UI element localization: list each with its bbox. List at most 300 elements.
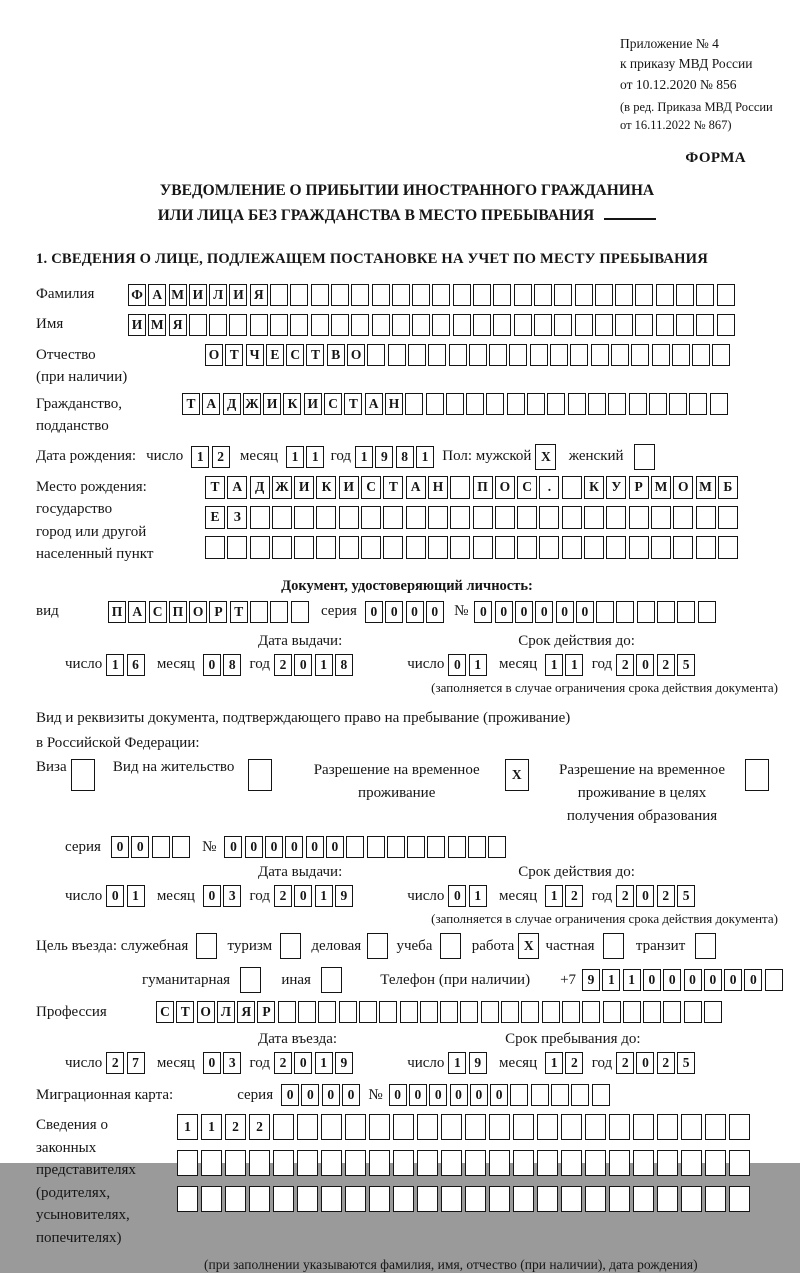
char-cell[interactable] [432, 314, 450, 336]
char-cell[interactable]: С [361, 476, 381, 499]
char-cell[interactable]: Р [209, 601, 227, 623]
char-cell[interactable] [542, 1001, 560, 1023]
char-cell[interactable]: 0 [576, 601, 594, 623]
char-cell[interactable] [537, 1114, 558, 1140]
char-cell[interactable] [537, 1186, 558, 1212]
char-cell[interactable] [681, 1114, 702, 1140]
char-cell[interactable] [551, 1084, 569, 1106]
char-cell[interactable]: П [473, 476, 493, 499]
char-cell[interactable]: 0 [203, 1052, 221, 1074]
char-cell[interactable] [669, 393, 687, 415]
char-cell[interactable]: 1 [469, 885, 487, 907]
char-cell[interactable]: И [189, 284, 207, 306]
char-cell[interactable]: 0 [495, 601, 513, 623]
char-cell[interactable] [450, 476, 470, 499]
char-cell[interactable] [585, 1186, 606, 1212]
char-cell[interactable]: А [128, 601, 146, 623]
char-cell[interactable]: Ф [128, 284, 146, 306]
char-cell[interactable] [606, 536, 626, 559]
char-cell[interactable] [311, 284, 329, 306]
char-cell[interactable]: И [294, 476, 314, 499]
char-cell[interactable] [657, 1114, 678, 1140]
char-cell[interactable]: 1 [315, 885, 333, 907]
char-cell[interactable] [677, 601, 695, 623]
char-cell[interactable] [554, 314, 572, 336]
char-cell[interactable]: 0 [474, 601, 492, 623]
char-cell[interactable]: 2 [249, 1114, 270, 1140]
char-cell[interactable]: Ж [243, 393, 261, 415]
char-cell[interactable] [562, 1001, 580, 1023]
char-cell[interactable]: 0 [448, 885, 466, 907]
char-cell[interactable]: 0 [365, 601, 383, 623]
char-cell[interactable] [582, 1001, 600, 1023]
char-cell[interactable] [673, 536, 693, 559]
char-cell[interactable]: Н [428, 476, 448, 499]
char-cell[interactable]: 0 [294, 654, 312, 676]
char-cell[interactable]: 0 [131, 836, 149, 858]
char-cell[interactable] [585, 1150, 606, 1176]
char-cell[interactable] [250, 506, 270, 529]
char-cell[interactable] [201, 1150, 222, 1176]
char-cell[interactable]: 1 [306, 446, 324, 468]
char-cell[interactable]: 2 [657, 1052, 675, 1074]
char-cell[interactable]: 0 [265, 836, 283, 858]
char-cell[interactable] [345, 1150, 366, 1176]
char-cell[interactable] [718, 536, 738, 559]
char-cell[interactable] [388, 344, 406, 366]
char-cell[interactable] [509, 344, 527, 366]
char-cell[interactable] [493, 284, 511, 306]
char-cell[interactable] [729, 1150, 750, 1176]
char-cell[interactable] [440, 1001, 458, 1023]
char-cell[interactable] [270, 284, 288, 306]
char-cell[interactable] [534, 314, 552, 336]
char-cell[interactable] [272, 536, 292, 559]
char-cell[interactable]: О [197, 1001, 215, 1023]
char-cell[interactable]: 8 [396, 446, 414, 468]
char-cell[interactable]: 6 [127, 654, 145, 676]
char-cell[interactable] [441, 1150, 462, 1176]
char-cell[interactable] [379, 1001, 397, 1023]
checkbox-cell[interactable]: X [518, 933, 539, 959]
char-cell[interactable] [609, 1114, 630, 1140]
char-cell[interactable]: 1 [201, 1114, 222, 1140]
char-cell[interactable]: А [406, 476, 426, 499]
char-cell[interactable] [441, 1114, 462, 1140]
char-cell[interactable]: 0 [245, 836, 263, 858]
char-cell[interactable] [400, 1001, 418, 1023]
char-cell[interactable] [684, 1001, 702, 1023]
char-cell[interactable] [717, 314, 735, 336]
char-cell[interactable] [272, 506, 292, 529]
char-cell[interactable] [466, 393, 484, 415]
char-cell[interactable] [450, 506, 470, 529]
char-cell[interactable]: А [202, 393, 220, 415]
char-cell[interactable] [531, 1084, 549, 1106]
char-cell[interactable] [473, 284, 491, 306]
char-cell[interactable] [651, 536, 671, 559]
char-cell[interactable] [696, 536, 716, 559]
char-cell[interactable]: О [205, 344, 223, 366]
char-cell[interactable] [657, 1150, 678, 1176]
char-cell[interactable] [571, 1084, 589, 1106]
char-cell[interactable] [651, 506, 671, 529]
char-cell[interactable]: О [673, 476, 693, 499]
char-cell[interactable]: . [539, 476, 559, 499]
char-cell[interactable] [428, 344, 446, 366]
char-cell[interactable] [513, 1150, 534, 1176]
char-cell[interactable]: О [189, 601, 207, 623]
char-cell[interactable] [417, 1114, 438, 1140]
char-cell[interactable] [623, 1001, 641, 1023]
char-cell[interactable]: С [517, 476, 537, 499]
char-cell[interactable]: 0 [301, 1084, 319, 1106]
char-cell[interactable] [417, 1186, 438, 1212]
char-cell[interactable] [392, 314, 410, 336]
char-cell[interactable] [420, 1001, 438, 1023]
char-cell[interactable] [372, 314, 390, 336]
char-cell[interactable] [270, 314, 288, 336]
char-cell[interactable] [465, 1150, 486, 1176]
char-cell[interactable] [530, 344, 548, 366]
char-cell[interactable]: 9 [582, 969, 600, 991]
char-cell[interactable] [643, 1001, 661, 1023]
char-cell[interactable] [489, 1150, 510, 1176]
char-cell[interactable] [372, 284, 390, 306]
char-cell[interactable]: 1 [545, 654, 563, 676]
char-cell[interactable] [369, 1114, 390, 1140]
char-cell[interactable] [469, 344, 487, 366]
char-cell[interactable] [615, 314, 633, 336]
char-cell[interactable]: И [304, 393, 322, 415]
char-cell[interactable]: Ж [272, 476, 292, 499]
char-cell[interactable] [417, 1150, 438, 1176]
char-cell[interactable]: 5 [677, 885, 695, 907]
checkbox-cell[interactable] [71, 759, 95, 791]
char-cell[interactable] [339, 1001, 357, 1023]
char-cell[interactable]: 0 [636, 654, 654, 676]
char-cell[interactable]: М [169, 284, 187, 306]
char-cell[interactable] [316, 536, 336, 559]
char-cell[interactable] [229, 314, 247, 336]
char-cell[interactable] [387, 836, 405, 858]
char-cell[interactable] [450, 536, 470, 559]
char-cell[interactable]: И [339, 476, 359, 499]
char-cell[interactable] [718, 506, 738, 529]
char-cell[interactable]: 0 [203, 654, 221, 676]
char-cell[interactable] [561, 1114, 582, 1140]
char-cell[interactable]: 0 [409, 1084, 427, 1106]
char-cell[interactable]: У [606, 476, 626, 499]
char-cell[interactable]: 0 [448, 654, 466, 676]
char-cell[interactable]: 1 [545, 885, 563, 907]
char-cell[interactable] [369, 1186, 390, 1212]
char-cell[interactable]: Ч [246, 344, 264, 366]
char-cell[interactable] [588, 393, 606, 415]
char-cell[interactable] [448, 836, 466, 858]
char-cell[interactable]: С [324, 393, 342, 415]
char-cell[interactable] [321, 1186, 342, 1212]
char-cell[interactable] [633, 1150, 654, 1176]
char-cell[interactable] [562, 506, 582, 529]
checkbox-cell[interactable] [248, 759, 272, 791]
char-cell[interactable]: Т [225, 344, 243, 366]
char-cell[interactable]: С [156, 1001, 174, 1023]
char-cell[interactable]: 5 [677, 654, 695, 676]
char-cell[interactable] [446, 393, 464, 415]
char-cell[interactable] [367, 344, 385, 366]
char-cell[interactable] [453, 284, 471, 306]
char-cell[interactable]: 2 [616, 885, 634, 907]
char-cell[interactable] [729, 1186, 750, 1212]
char-cell[interactable]: Б [718, 476, 738, 499]
char-cell[interactable] [331, 314, 349, 336]
char-cell[interactable] [318, 1001, 336, 1023]
char-cell[interactable] [539, 536, 559, 559]
char-cell[interactable]: З [227, 506, 247, 529]
char-cell[interactable] [249, 1186, 270, 1212]
char-cell[interactable] [351, 284, 369, 306]
char-cell[interactable]: 9 [469, 1052, 487, 1074]
char-cell[interactable] [501, 1001, 519, 1023]
char-cell[interactable] [712, 344, 730, 366]
char-cell[interactable] [534, 284, 552, 306]
char-cell[interactable] [681, 1186, 702, 1212]
char-cell[interactable]: А [365, 393, 383, 415]
char-cell[interactable] [595, 284, 613, 306]
char-cell[interactable]: 0 [385, 601, 403, 623]
char-cell[interactable]: Л [209, 284, 227, 306]
char-cell[interactable]: 0 [306, 836, 324, 858]
char-cell[interactable] [331, 284, 349, 306]
char-cell[interactable] [273, 1114, 294, 1140]
char-cell[interactable] [656, 314, 674, 336]
char-cell[interactable]: 2 [106, 1052, 124, 1074]
char-cell[interactable] [507, 393, 525, 415]
checkbox-cell[interactable] [440, 933, 461, 959]
char-cell[interactable]: Т [344, 393, 362, 415]
char-cell[interactable] [513, 1114, 534, 1140]
char-cell[interactable] [633, 1114, 654, 1140]
char-cell[interactable] [676, 314, 694, 336]
char-cell[interactable]: 1 [127, 885, 145, 907]
char-cell[interactable] [428, 506, 448, 529]
char-cell[interactable] [649, 393, 667, 415]
char-cell[interactable] [514, 284, 532, 306]
char-cell[interactable]: О [495, 476, 515, 499]
char-cell[interactable]: 1 [106, 654, 124, 676]
char-cell[interactable]: 1 [545, 1052, 563, 1074]
char-cell[interactable]: 0 [636, 1052, 654, 1074]
char-cell[interactable] [346, 836, 364, 858]
char-cell[interactable]: 0 [643, 969, 661, 991]
char-cell[interactable]: 0 [429, 1084, 447, 1106]
checkbox-cell[interactable] [280, 933, 301, 959]
char-cell[interactable]: А [227, 476, 247, 499]
char-cell[interactable] [406, 506, 426, 529]
char-cell[interactable] [652, 344, 670, 366]
char-cell[interactable]: И [128, 314, 146, 336]
char-cell[interactable] [537, 1150, 558, 1176]
char-cell[interactable] [345, 1186, 366, 1212]
char-cell[interactable] [657, 601, 675, 623]
char-cell[interactable] [369, 1150, 390, 1176]
char-cell[interactable]: 2 [657, 654, 675, 676]
char-cell[interactable]: 1 [355, 446, 373, 468]
checkbox-cell[interactable] [603, 933, 624, 959]
char-cell[interactable]: 0 [106, 885, 124, 907]
char-cell[interactable]: П [108, 601, 126, 623]
char-cell[interactable]: 9 [335, 885, 353, 907]
char-cell[interactable] [361, 506, 381, 529]
char-cell[interactable]: 0 [470, 1084, 488, 1106]
char-cell[interactable] [367, 836, 385, 858]
char-cell[interactable]: С [149, 601, 167, 623]
char-cell[interactable]: 0 [636, 885, 654, 907]
char-cell[interactable] [584, 536, 604, 559]
char-cell[interactable] [290, 284, 308, 306]
char-cell[interactable] [291, 601, 309, 623]
char-cell[interactable] [568, 393, 586, 415]
char-cell[interactable] [676, 284, 694, 306]
char-cell[interactable] [297, 1186, 318, 1212]
char-cell[interactable] [637, 601, 655, 623]
char-cell[interactable] [609, 1186, 630, 1212]
char-cell[interactable] [294, 536, 314, 559]
char-cell[interactable] [249, 1150, 270, 1176]
checkbox-cell[interactable] [745, 759, 769, 791]
char-cell[interactable]: 2 [225, 1114, 246, 1140]
char-cell[interactable] [225, 1150, 246, 1176]
char-cell[interactable]: О [347, 344, 365, 366]
char-cell[interactable] [554, 284, 572, 306]
char-cell[interactable]: 0 [704, 969, 722, 991]
char-cell[interactable]: 1 [565, 654, 583, 676]
char-cell[interactable] [527, 393, 545, 415]
char-cell[interactable] [432, 284, 450, 306]
char-cell[interactable] [539, 506, 559, 529]
char-cell[interactable]: Р [629, 476, 649, 499]
char-cell[interactable]: 0 [326, 836, 344, 858]
char-cell[interactable] [663, 1001, 681, 1023]
checkbox-cell[interactable] [196, 933, 217, 959]
char-cell[interactable] [547, 393, 565, 415]
char-cell[interactable] [449, 344, 467, 366]
char-cell[interactable]: 1 [315, 1052, 333, 1074]
char-cell[interactable] [270, 601, 288, 623]
char-cell[interactable] [495, 536, 515, 559]
char-cell[interactable] [428, 536, 448, 559]
char-cell[interactable]: 0 [515, 601, 533, 623]
char-cell[interactable]: 2 [274, 654, 292, 676]
char-cell[interactable] [321, 1114, 342, 1140]
char-cell[interactable]: 0 [111, 836, 129, 858]
char-cell[interactable] [629, 393, 647, 415]
char-cell[interactable] [696, 284, 714, 306]
char-cell[interactable] [316, 506, 336, 529]
char-cell[interactable] [608, 393, 626, 415]
char-cell[interactable] [692, 344, 710, 366]
char-cell[interactable] [290, 314, 308, 336]
char-cell[interactable] [489, 1186, 510, 1212]
char-cell[interactable] [696, 506, 716, 529]
char-cell[interactable]: 0 [450, 1084, 468, 1106]
char-cell[interactable]: 7 [127, 1052, 145, 1074]
char-cell[interactable] [339, 536, 359, 559]
char-cell[interactable] [631, 344, 649, 366]
char-cell[interactable] [705, 1150, 726, 1176]
char-cell[interactable]: 0 [406, 601, 424, 623]
char-cell[interactable] [393, 1150, 414, 1176]
char-cell[interactable] [273, 1186, 294, 1212]
char-cell[interactable] [297, 1114, 318, 1140]
char-cell[interactable] [635, 314, 653, 336]
char-cell[interactable] [705, 1186, 726, 1212]
char-cell[interactable]: 1 [191, 446, 209, 468]
char-cell[interactable]: К [283, 393, 301, 415]
char-cell[interactable]: Л [217, 1001, 235, 1023]
char-cell[interactable] [561, 1186, 582, 1212]
char-cell[interactable] [710, 393, 728, 415]
char-cell[interactable] [225, 1186, 246, 1212]
char-cell[interactable]: Е [205, 506, 225, 529]
char-cell[interactable] [393, 1186, 414, 1212]
char-cell[interactable]: С [286, 344, 304, 366]
char-cell[interactable]: 1 [448, 1052, 466, 1074]
char-cell[interactable]: Т [205, 476, 225, 499]
char-cell[interactable]: 2 [565, 885, 583, 907]
char-cell[interactable] [575, 284, 593, 306]
char-cell[interactable]: Р [257, 1001, 275, 1023]
char-cell[interactable]: 1 [602, 969, 620, 991]
char-cell[interactable] [405, 393, 423, 415]
char-cell[interactable]: 0 [556, 601, 574, 623]
char-cell[interactable]: 2 [657, 885, 675, 907]
char-cell[interactable] [473, 314, 491, 336]
char-cell[interactable]: И [229, 284, 247, 306]
char-cell[interactable] [406, 536, 426, 559]
char-cell[interactable] [489, 344, 507, 366]
char-cell[interactable] [698, 601, 716, 623]
char-cell[interactable] [311, 314, 329, 336]
char-cell[interactable] [629, 506, 649, 529]
char-cell[interactable] [453, 314, 471, 336]
char-cell[interactable] [510, 1084, 528, 1106]
char-cell[interactable]: 3 [223, 1052, 241, 1074]
char-cell[interactable] [562, 536, 582, 559]
char-cell[interactable] [603, 1001, 621, 1023]
char-cell[interactable] [493, 314, 511, 336]
char-cell[interactable]: 1 [416, 446, 434, 468]
char-cell[interactable] [426, 393, 444, 415]
char-cell[interactable] [177, 1150, 198, 1176]
char-cell[interactable]: И [263, 393, 281, 415]
checkbox-cell[interactable] [240, 967, 261, 993]
char-cell[interactable] [460, 1001, 478, 1023]
char-cell[interactable]: 1 [623, 969, 641, 991]
char-cell[interactable]: 0 [294, 1052, 312, 1074]
checkbox-cell[interactable] [367, 933, 388, 959]
char-cell[interactable]: К [316, 476, 336, 499]
char-cell[interactable] [294, 506, 314, 529]
char-cell[interactable] [673, 506, 693, 529]
char-cell[interactable] [177, 1186, 198, 1212]
checkbox-cell[interactable]: X [535, 444, 556, 470]
char-cell[interactable] [383, 506, 403, 529]
char-cell[interactable] [635, 284, 653, 306]
char-cell[interactable] [656, 284, 674, 306]
char-cell[interactable]: 1 [469, 654, 487, 676]
